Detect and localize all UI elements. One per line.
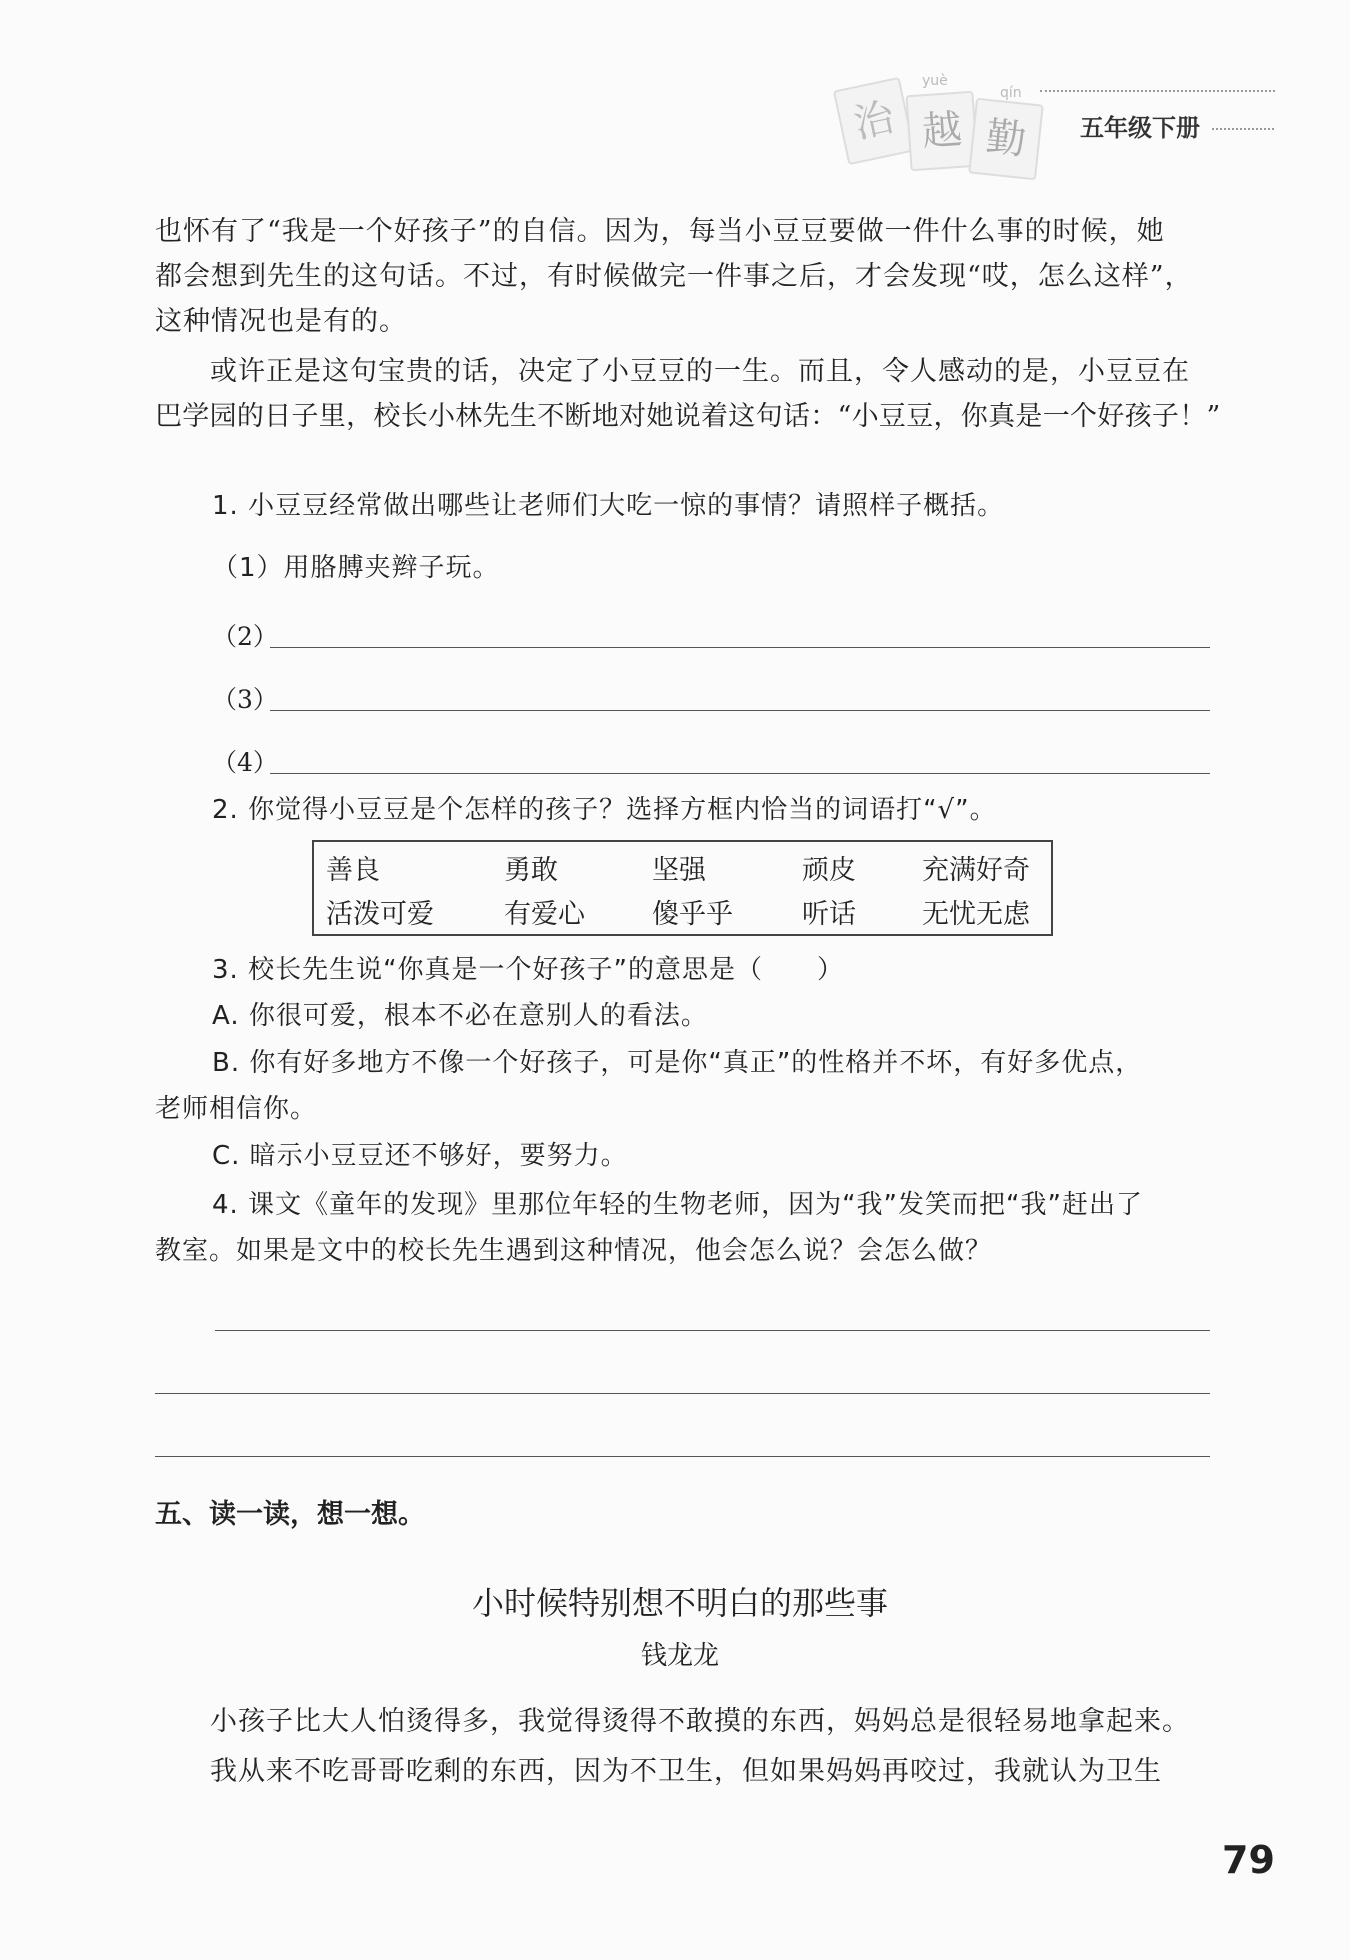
word-option[interactable]: 坚强	[652, 855, 706, 886]
story-line: 我从来不吃哥哥吃剩的东西，因为不卫生，但如果妈妈再咬过，我就认为卫生	[210, 1756, 1162, 1787]
blank-label: （3）	[212, 685, 278, 714]
word-option[interactable]: 勇敢	[504, 855, 558, 886]
question-4-prompt: 4. 课文《童年的发现》里那位年轻的生物老师，因为“我”发笑而把“我”赶出了	[212, 1190, 1143, 1220]
word-option[interactable]: 善良	[326, 855, 380, 886]
story-line: 小孩子比大人怕烫得多，我觉得烫得不敢摸的东西，妈妈总是很轻易地拿起来。	[210, 1706, 1190, 1737]
answer-line[interactable]	[155, 1393, 1210, 1394]
word-option[interactable]: 有爱心	[504, 899, 585, 930]
option-a[interactable]: A. 你很可爱，根本不必在意别人的看法。	[212, 1001, 708, 1031]
question-1-prompt: 1. 小豆豆经常做出哪些让老师们大吃一惊的事情？请照样子概括。	[212, 491, 1005, 521]
page-number: 79	[1222, 1838, 1275, 1882]
story-title: 小时候特别想不明白的那些事	[471, 1584, 888, 1622]
header-rule	[1040, 90, 1275, 92]
question-4-prompt-cont: 教室。如果是文中的校长先生遇到这种情况，他会怎么说？会怎么做？	[155, 1236, 993, 1266]
answer-line[interactable]	[270, 773, 1210, 774]
stamp-pinyin: yuè	[922, 73, 948, 89]
option-c[interactable]: C. 暗示小豆豆还不够好，要努力。	[212, 1141, 628, 1171]
question-3-prompt: 3. 校长先生说“你真是一个好孩子”的意思是（ ）	[212, 955, 845, 985]
section-title: 五、读一读，想一想。	[155, 1499, 425, 1530]
option-b[interactable]: B. 你有好多地方不像一个好孩子，可是你“真正”的性格并不坏，有好多优点，	[212, 1048, 1143, 1078]
word-option[interactable]: 傻乎乎	[652, 899, 733, 930]
word-option[interactable]: 顽皮	[802, 855, 856, 886]
question-2-prompt: 2. 你觉得小豆豆是个怎样的孩子？选择方框内恰当的词语打“√”。	[212, 795, 997, 825]
question-1-example: （1）用胳膊夹辫子玩。	[212, 553, 500, 583]
stamp-pinyin: qín	[1000, 85, 1022, 101]
grade-label: 五年级下册	[1080, 114, 1200, 142]
word-option[interactable]: 无忧无虑	[922, 899, 1030, 930]
blank-label: （4）	[212, 748, 278, 777]
passage-line: 都会想到先生的这句话。不过，有时候做完一件事之后，才会发现“哎，怎么这样”，	[155, 261, 1193, 292]
stamp-card: 勤	[968, 98, 1044, 181]
passage-line: 这种情况也是有的。	[155, 306, 407, 337]
header-dots	[1212, 128, 1274, 130]
answer-line[interactable]	[270, 710, 1210, 711]
answer-line[interactable]	[215, 1330, 1210, 1331]
blank-label: （2）	[212, 622, 278, 651]
passage-line: 或许正是这句宝贵的话，决定了小豆豆的一生。而且，令人感动的是，小豆豆在	[210, 356, 1190, 387]
answer-line[interactable]	[155, 1456, 1210, 1457]
passage-line: 巴学园的日子里，校长小林先生不断地对她说着这句话：“小豆豆，你真是一个好孩子！”	[155, 401, 1221, 432]
passage-line: 也怀有了“我是一个好孩子”的自信。因为，每当小豆豆要做一件什么事的时候，她	[155, 216, 1165, 247]
word-option[interactable]: 活泼可爱	[326, 899, 434, 930]
word-choice-box	[312, 840, 1053, 936]
answer-line[interactable]	[270, 647, 1210, 648]
stamp-card: 越	[905, 91, 978, 172]
option-b-cont: 老师相信你。	[155, 1094, 318, 1124]
story-author: 钱龙龙	[640, 1641, 719, 1671]
word-option[interactable]: 听话	[802, 899, 856, 930]
word-option[interactable]: 充满好奇	[922, 855, 1030, 886]
stamp-card: 治	[833, 77, 915, 165]
logo-stamp	[840, 55, 1050, 175]
